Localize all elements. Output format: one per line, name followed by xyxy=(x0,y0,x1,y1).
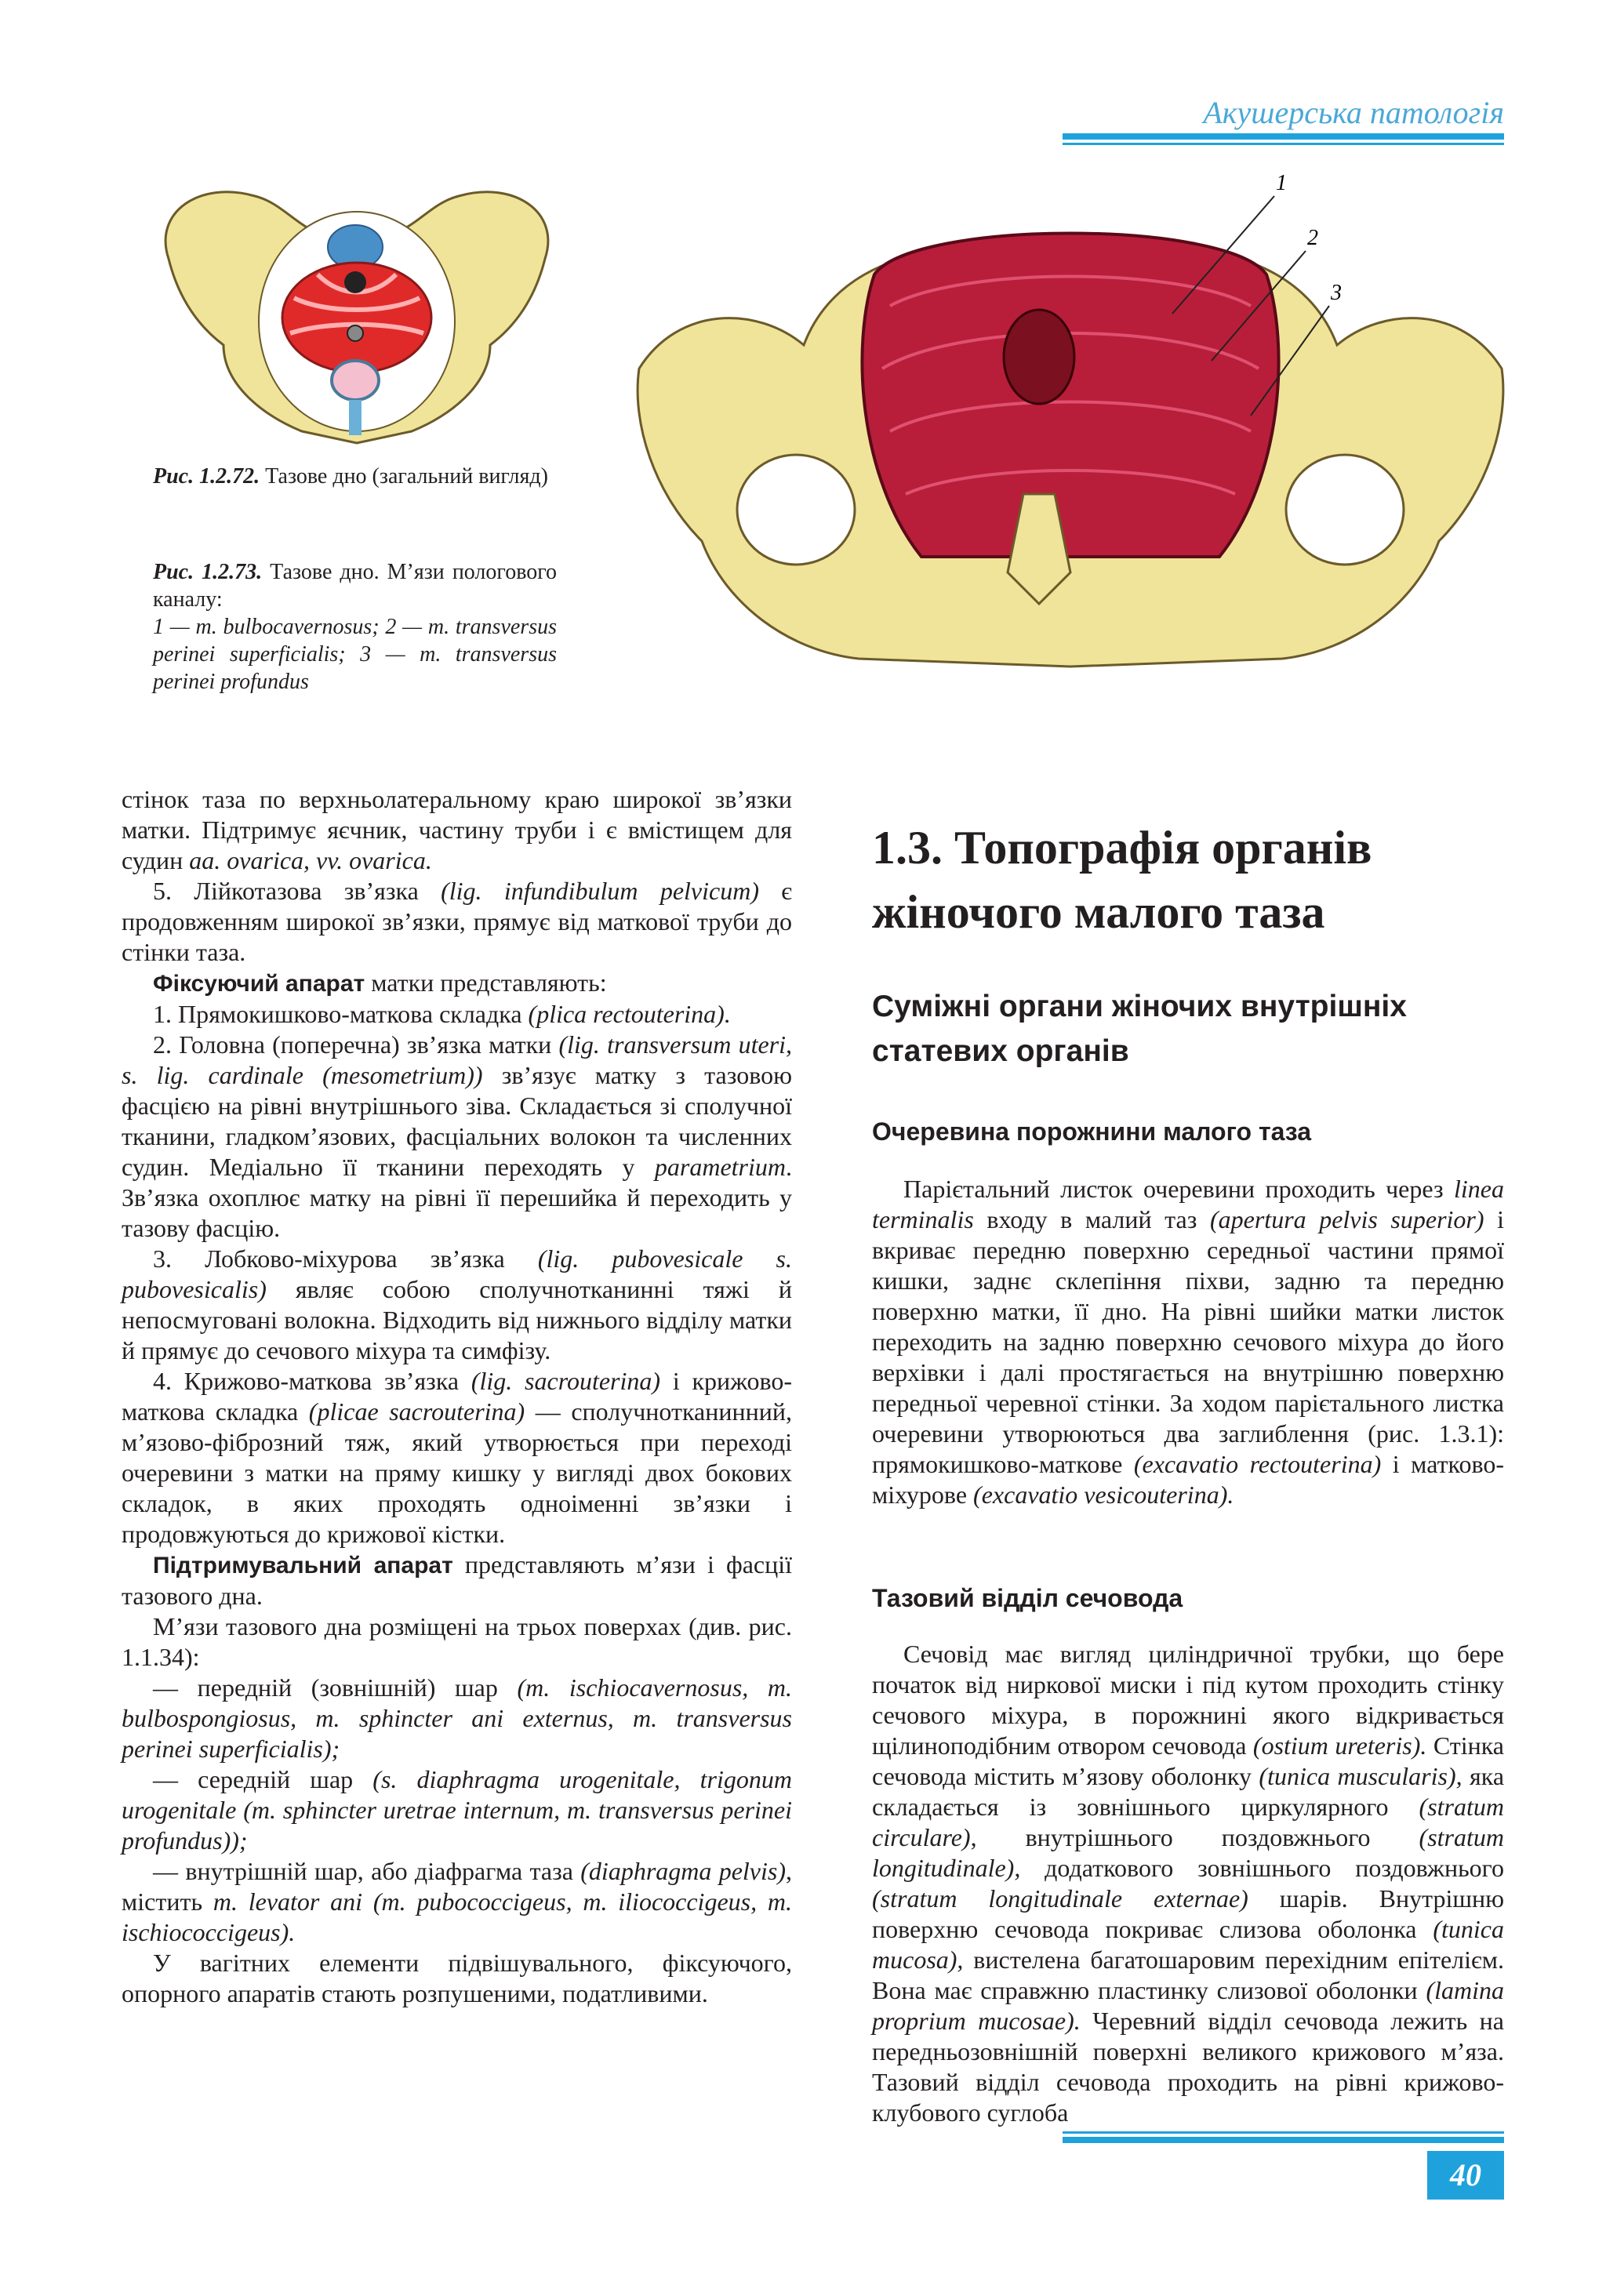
birth-canal-muscles xyxy=(862,234,1278,558)
urethra-opening xyxy=(344,271,366,293)
obturator-right xyxy=(1286,455,1404,565)
figure-caption-2: Рис. 1.2.73. Тазове дно. М’язи пологового каналу: 1 — m. bulbocavernosus; 2 — m. transversus perinei superficialis; 3 — m. transversus perinei profundus xyxy=(153,560,558,694)
paragraph: У вагітних елементи підвішувального, фіксуючого, опорного апаратів стають розпушеними, податливими. xyxy=(122,1949,792,2007)
vagina-opening xyxy=(347,325,363,341)
paragraph: 4. Крижово-маткова зв’язка (lig. sacrouterina) і крижово-маткова складка (plicae sacrouterina) — сполучнотканинний, м’язово-фіброзний тяж, який утворюється при переході очеревини з матки на пряму кишку у вигляді двох бокових складок, в яких проходять одноіменні зв’язки і продовжуються до крижової кістки. xyxy=(122,1367,793,1548)
subsection-title: Суміжні органи жіночих внутрішніх статевих органів xyxy=(872,990,1407,1068)
figure-caption-1: Рис. 1.2.72. Тазове дно (загальний вигляд) xyxy=(153,464,548,489)
header-rule xyxy=(1063,133,1504,140)
section-title: 1.3. Топографія органів жіночого малого таза xyxy=(872,822,1372,938)
running-header: Акушерська патологія xyxy=(1203,95,1504,130)
paragraph: 5. Лійкотазова зв’язка (lig. infundibulum pelvicum) є продовженням широкої зв’язки, прямує від маткової труби до стінки таза. xyxy=(122,877,793,966)
paragraph: Підтримувальний апарат представляють м’язи і фасції тазового дна. xyxy=(122,1550,793,1610)
obturator-left xyxy=(737,455,855,565)
vaginal-orifice xyxy=(1004,310,1074,404)
paragraph: стінок таза по верхньолатеральному краю широкої зв’язки матки. Підтримує яєчник, частину труби і є вмістищем для судин aa. ovarica, vv. ovarica. xyxy=(122,785,792,874)
ureter-text: Сечовід має вигляд циліндричної трубки, що бере початок від ниркової миски і під кутом проходить стінку сечового міхура, в порожнині якого відкривається щілиноподібним отвором сечовода (ostium ureteris). Стінка сечовода містить м’язову оболонку (tunica muscularis), яка складається із зовнішнього циркулярного (stratum circulare), внутрішнього поздовжнього (stratum longitudinale), додаткового зовнішнього поздовжнього (stratum longitudinale externae) шарів. Внутрішню поверхню сечовода покриває слизова оболонка (tunica mucosa), вистелена багатошаровим перехідним епітелієм. Вона має справжню пластинку слизової оболонки (lamina proprium mucosae). Черевний відділ сечовода лежить на передньозовнішній поверхні великого крижового м’яза. Тазовий відділ сечовода проходить на рівні крижово-клубового суглоба xyxy=(872,1640,1505,2127)
left-column xyxy=(122,784,792,2009)
figure-label-2: 2 xyxy=(1307,226,1318,250)
page-number: 40 xyxy=(1427,2151,1504,2200)
footer-rule xyxy=(1063,2137,1504,2143)
peritoneum-text: Парієтальний листок очеревини проходить через linea terminalis входу в малий таз (apertura pelvis superior) і вкриває передню поверхню середньої частини прямої кишки, заднє склепіння піхви, задню та передню поверхню матки, її дно. На рівні шийки матки листок переходить на задню поверхню сечового міхура до його верхівки і далі простягається на внутрішню поверхню передньої черевної стінки. За ходом парієтального листка очеревини утворюються два заглиблення (рис. 1.3.1): прямокишково-маткове (excavatio rectouterina) і матково-міхурове (excavatio vesicouterina). xyxy=(872,1175,1505,1509)
paragraph: 3. Лобково-міхурова зв’язка (lig. pubovesicale s. pubovesicalis) являє собою сполучнотканинні тяжі й непосмуговані волокна. Відходить від нижнього відділу матки й прямує до сечового міхура та симфізу. xyxy=(122,1244,793,1364)
footer-rule-thin xyxy=(1063,2131,1504,2134)
paragraph: — середній шар (s. diaphragma urogenitale, trigonum urogenitale (m. sphincter uretrae internum, m. transversus perinei profundus)); xyxy=(122,1765,792,1855)
header-rule-thin xyxy=(1063,143,1504,145)
pelvic-floor-general-figure xyxy=(153,180,561,451)
heading-ureter: Тазовий відділ сечовода xyxy=(872,1584,1183,1612)
paragraph: М’язи тазового дна розміщені на трьох поверхах (див. рис. 1.1.34): xyxy=(122,1612,792,1671)
paragraph: Фіксуючий апарат матки представляють: xyxy=(153,968,607,997)
paragraph: — внутрішній шар, або діафрагма таза (diaphragma pelvis), містить m. levator ani (m. pubococcigeus, m. iliococcigeus, m. ischiococcigeus). xyxy=(122,1857,793,1946)
figure-label-3: 3 xyxy=(1331,281,1342,305)
paragraph: 2. Головна (поперечна) зв’язка матки (lig. transversum uteri, s. lig. cardinale (mesometrium)) зв’язує матку з тазовою фасцією на рівні внутрішнього зіва. Складається зі сполучної тканини, гладком’язових, фасціальних волокон та численних судин. Медіально її тканини переходять у parametrium. Зв’язка охоплює матку на рівні її перешийка й переходить у тазову фасцію. xyxy=(122,1030,793,1242)
paragraph: 1. Прямокишково-маткова складка (plica rectouterina). xyxy=(153,1000,731,1028)
figure-label-1: 1 xyxy=(1276,171,1287,195)
heading-peritoneum: Очеревина порожнини малого таза xyxy=(872,1117,1312,1146)
anus-ring xyxy=(332,361,379,400)
paragraph: — передній (зовнішній) шар (m. ischiocavernosus, m. bulbospongiosus, m. sphincter ani externus, m. transversus perinei superficialis); xyxy=(122,1673,793,1763)
birth-canal-muscles-figure xyxy=(631,165,1510,674)
